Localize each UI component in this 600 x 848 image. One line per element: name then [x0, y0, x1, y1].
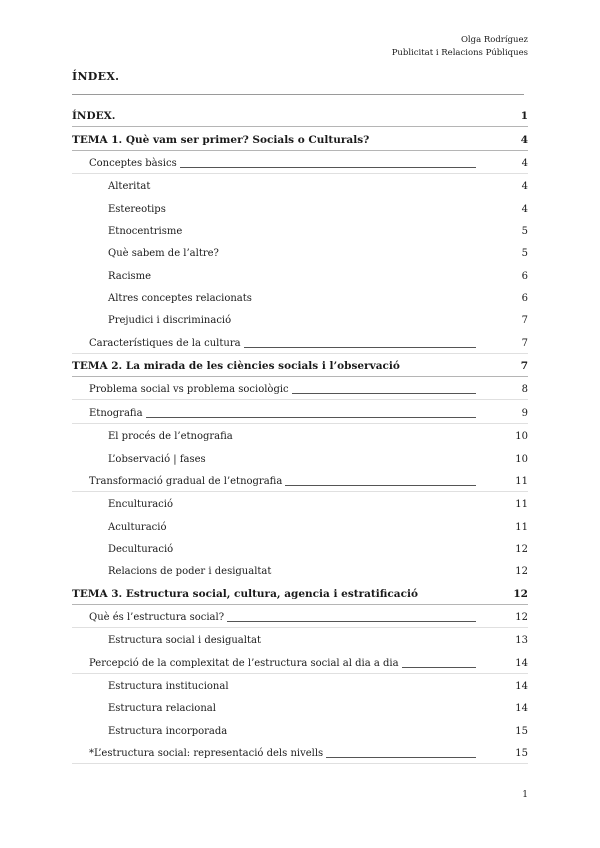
table-of-contents [72, 104, 528, 764]
toc-page-number: 4 [520, 133, 528, 146]
toc-page-number: 11 [515, 499, 528, 511]
toc-entry-title: Conceptes bàsics [89, 158, 177, 170]
header-author: Olga Rodríguez [460, 35, 528, 45]
toc-entry-title: Aculturació [108, 521, 167, 533]
toc-entry[interactable] [72, 674, 528, 696]
toc-entry[interactable] [72, 263, 528, 285]
toc-entry-title: Estructura incorporada [108, 725, 228, 737]
toc-page-number: 4 [521, 203, 528, 215]
toc-page-number: 4 [521, 158, 528, 170]
toc-page-number: 4 [521, 181, 528, 193]
toc-entry[interactable] [72, 127, 528, 150]
toc-leader-line [180, 167, 476, 168]
toc-entry[interactable] [72, 628, 528, 650]
toc-entry[interactable] [72, 424, 528, 446]
toc-entry-title: TEMA 1. Què vam ser primer? Socials o Culturals? [72, 133, 370, 146]
toc-entry[interactable] [72, 104, 528, 127]
toc-entry[interactable] [72, 174, 528, 196]
toc-entry-title: Etnografia [89, 407, 143, 419]
toc-entry-title: Què sabem de l’altre? [108, 248, 219, 260]
toc-page-number: 12 [515, 543, 528, 555]
toc-entry[interactable] [72, 377, 528, 400]
toc-entry[interactable] [72, 308, 528, 330]
toc-entry[interactable] [72, 514, 528, 536]
toc-entry-title: Etnocentrisme [108, 226, 183, 238]
toc-entry-title: Característiques de la cultura [89, 337, 241, 349]
heading-divider [72, 94, 524, 95]
toc-entry[interactable] [72, 650, 528, 673]
toc-page-number: 9 [521, 407, 528, 419]
toc-entry-title: Alteritat [108, 181, 151, 193]
toc-page-number: 12 [515, 611, 528, 623]
toc-entry[interactable] [72, 151, 528, 174]
toc-entry-title: Què és l’estructura social? [89, 611, 225, 623]
toc-page-number: 5 [521, 248, 528, 260]
toc-entry-title: Prejudici i discriminació [108, 315, 232, 327]
toc-leader-line [285, 485, 476, 486]
toc-leader-line [227, 621, 476, 622]
toc-entry[interactable] [72, 741, 528, 764]
toc-page-number: 7 [520, 360, 528, 373]
toc-entry-title: ÍNDEX. [72, 110, 116, 123]
toc-page-number: 7 [521, 315, 528, 327]
toc-page-number: 6 [521, 293, 528, 305]
toc-page-number: 8 [521, 384, 528, 396]
toc-page-number: 14 [515, 703, 528, 715]
toc-page-number: 13 [515, 635, 528, 647]
toc-entry[interactable] [72, 219, 528, 241]
toc-page-number: 1 [520, 110, 528, 123]
toc-page-number: 12 [515, 566, 528, 578]
toc-page-number: 12 [513, 587, 528, 600]
toc-entry-title: TEMA 2. La mirada de les ciències socials i l’observació [72, 360, 400, 373]
toc-page-number: 14 [515, 680, 528, 692]
toc-page-number: 15 [515, 725, 528, 737]
toc-page-number: 5 [521, 226, 528, 238]
toc-entry[interactable] [72, 330, 528, 353]
toc-entry-title: El procés de l’etnografia [108, 431, 233, 443]
toc-leader-line [146, 417, 476, 418]
toc-entry[interactable] [72, 581, 528, 604]
toc-leader-line [326, 757, 476, 758]
toc-entry-title: Estructura institucional [108, 680, 229, 692]
toc-page-number: 6 [521, 270, 528, 282]
toc-entry[interactable] [72, 196, 528, 218]
toc-entry[interactable] [72, 446, 528, 468]
toc-entry-title: Relacions de poder i desigualtat [108, 566, 272, 578]
toc-entry[interactable] [72, 400, 528, 423]
header-course: Publicitat i Relacions Públiques [391, 48, 528, 58]
toc-page-number: 14 [515, 657, 528, 669]
toc-entry-title: *L’estructura social: representació dels nivells [89, 747, 324, 759]
toc-page-number: 7 [521, 337, 528, 349]
toc-page-number: 10 [515, 453, 528, 465]
toc-leader-line [402, 667, 476, 668]
toc-page-number: 11 [515, 521, 528, 533]
toc-entry-title: Estructura social i desigualtat [108, 635, 261, 647]
toc-entry-title: TEMA 3. Estructura social, cultura, agencia i estratificació [72, 587, 418, 600]
page-number: 1 [522, 790, 528, 800]
toc-entry-title: Estructura relacional [108, 703, 216, 715]
toc-page-number: 11 [515, 475, 528, 487]
toc-entry-title: Percepció de la complexitat de l’estructura social al dia a dia [89, 657, 399, 669]
toc-entry[interactable] [72, 286, 528, 308]
toc-entry[interactable] [72, 605, 528, 628]
toc-entry-title: Transformació gradual de l’etnografia [89, 475, 283, 487]
toc-entry[interactable] [72, 469, 528, 492]
toc-entry-title: Altres conceptes relacionats [108, 293, 252, 305]
toc-leader-line [244, 347, 476, 348]
toc-entry-title: Enculturació [108, 499, 173, 511]
toc-entry-title: L’observació | fases [108, 453, 206, 465]
toc-entry-title: Problema social vs problema sociològic [89, 384, 289, 396]
toc-entry[interactable] [72, 492, 528, 514]
toc-entry[interactable] [72, 718, 528, 740]
toc-page-number: 15 [515, 747, 528, 759]
page-header [392, 34, 528, 60]
toc-entry[interactable] [72, 559, 528, 581]
toc-page-number: 10 [515, 431, 528, 443]
toc-entry[interactable] [72, 241, 528, 263]
toc-leader-line [292, 393, 476, 394]
toc-entry-title: Estereotips [108, 203, 166, 215]
toc-entry[interactable] [72, 354, 528, 377]
toc-entry[interactable] [72, 696, 528, 718]
toc-entry[interactable] [72, 537, 528, 559]
toc-entry-title: Racisme [108, 270, 152, 282]
toc-entry-title: Deculturació [108, 543, 174, 555]
index-heading: ÍNDEX. [72, 70, 120, 83]
